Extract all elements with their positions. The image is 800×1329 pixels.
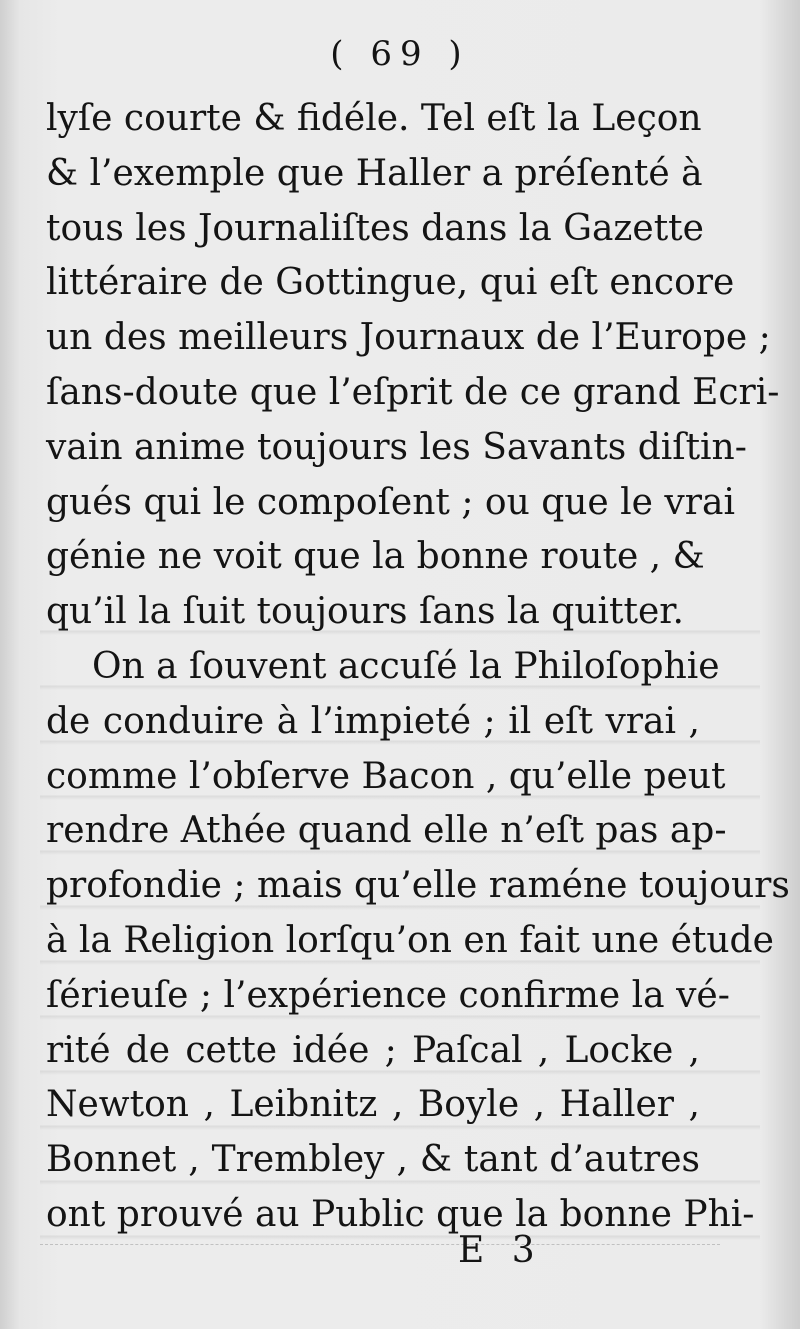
signature-mark: E 3 [458, 1230, 543, 1271]
text-line: rité de cette idée ; Paſcal , Locke , [46, 1029, 700, 1071]
text-line: ſérieuſe ; l’expérience confirme la vé- [46, 974, 730, 1016]
text-line: génie ne voit que la bonne route , & [46, 536, 705, 578]
text-line: Bonnet , Trembley , & tant d’autres [46, 1139, 700, 1181]
text-line: lyſe courte & fidéle. Tel eſt la Leçon [46, 98, 702, 139]
text-line: comme l’obſerve Bacon , qu’elle peut [46, 755, 726, 797]
text-line: tous les Journaliſtes dans la Gazette [46, 207, 704, 249]
text-line: littéraire de Gottingue, qui eſt encore [46, 262, 735, 304]
text-line: Newton , Leibnitz , Boyle , Haller , [46, 1084, 700, 1126]
text-line: & l’exemple que Haller a préſenté à [46, 152, 703, 194]
text-line: à la Religion lorſqu’on en fait une étude [46, 919, 774, 961]
text-line: ſans-doute que l’eſprit de ce grand Ecri- [46, 371, 780, 413]
paragraph-2 [46, 640, 790, 1243]
text-line: profondie ; mais qu’elle raméne toujours [46, 865, 790, 907]
text-line: ont prouvé au Public que la bonne Phi- [46, 1193, 755, 1235]
page-number: ( 69 ) [330, 34, 470, 74]
text-line: gués qui le compoſent ; ou que le vrai [46, 481, 735, 523]
text-line: un des meilleurs Journaux de l’Europe ; [46, 317, 771, 359]
body-text [46, 92, 790, 1243]
paragraph-1 [46, 92, 780, 640]
bleed-through-line [40, 1244, 720, 1257]
text-line: rendre Athée quand elle n’eſt pas ap- [46, 810, 727, 852]
text-line: qu’il la ſuit toujours ſans la quitter. [46, 591, 684, 633]
text-line: On a ſouvent accuſé la Philoſophie [92, 645, 720, 687]
text-line: de conduire à l’impieté ; il eſt vrai , [46, 700, 700, 742]
text-line: vain anime toujours les Savants diſtin- [46, 426, 747, 468]
